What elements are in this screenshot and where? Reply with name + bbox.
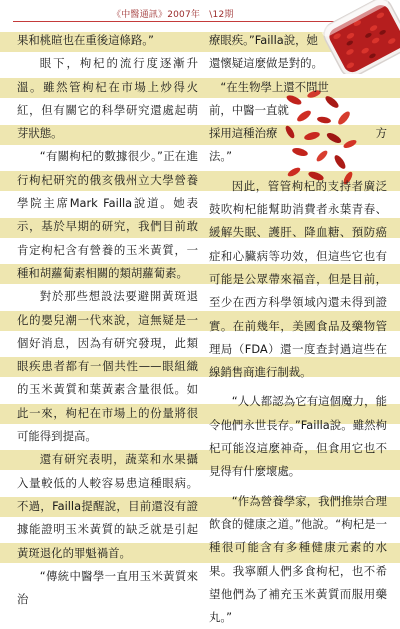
text-line bbox=[209, 122, 387, 145]
paragraph: “人人都認為它有這個魔力，能令他們永世長存。”Failla說。雖然枸杞可能沒這麼神奇，但食用它也不見得有什麼壞處。 bbox=[209, 394, 387, 479]
paragraph: “有關枸杞的數據很少。”正在進行枸杞研究的俄亥俄州立大學營養學院主席Mark Failla說道。她表示，基於早期的研究，我們目前敢肯定枸杞含有營養的玉米黃質，一種和胡蘿蔔素相關的類胡蘿蔔素。 bbox=[17, 149, 198, 280]
text-line: 療眼疾。”Failla說，她 bbox=[209, 33, 318, 47]
paragraph: 果和桃暄也在重後這條路。” bbox=[17, 33, 154, 47]
paragraph: “作為營養學家，我們推崇合理飲食的健康之道。”他說。“枸杞是一種很可能含有多種健康元素的水果。我寧願人們多食枸杞，也不希望他們為了補充玉米黃質而服用藥丸。” bbox=[209, 493, 387, 625]
running-header: 《中醫通訊》2007年 \12期 bbox=[112, 10, 234, 20]
text-line: 法。” bbox=[209, 149, 232, 164]
right-column bbox=[209, 29, 387, 629]
left-column bbox=[17, 29, 198, 611]
text-line: “在生物學上還不問世 bbox=[220, 79, 329, 94]
paragraph: 因此，管管枸杞的支持者廣泛鼓吹枸杞能幫助消費者永葉青春、緩解失眠、護肝、降血糖、預防癌症和心臟病等功效，但這些它也有可能是公眾帶來福音，但是目前，至少在西方科學領域內還未得到證實。在前幾年，美國食品及藥物管理局（FDA）還一度查封過這些在線銷售商進行制裁。 bbox=[209, 178, 387, 380]
paragraph: “傳統中醫學一直用玉米黃質來治 bbox=[17, 568, 198, 607]
paragraph: 還有研究表明，蔬菜和水果攝入量較低的人較容易患這種眼病。不過，Failla提醒說，目前還沒有證據能證明玉米黃質的缺乏就是引起黃斑退化的罪魁禍首。 bbox=[17, 452, 198, 560]
paragraph: 對於那些想設法要避開黃斑退化的嬰兒潮一代來說，這無疑是一個好消息，因為有研究發現，此類眼疾患者都有一個共性——眼組織的玉米黃質和葉黃素含量很低。如此一來，枸杞在市場上的份量將很可能得到提高。 bbox=[17, 289, 198, 444]
text-line: 還懷疑這麼做是對的。 bbox=[209, 56, 323, 71]
text-line: 前，中醫一直就 bbox=[209, 102, 289, 117]
paragraph: 眼下，枸杞的流行度逐漸升溫。雖然管枸杞在市場上炒得火紅，但有關它的科學研究還處起萌芽狀態。 bbox=[17, 56, 198, 141]
text-line-start: 採用這種治療 bbox=[209, 126, 278, 141]
lead-paragraph bbox=[209, 29, 387, 169]
text-line-end: 方 bbox=[375, 126, 387, 141]
